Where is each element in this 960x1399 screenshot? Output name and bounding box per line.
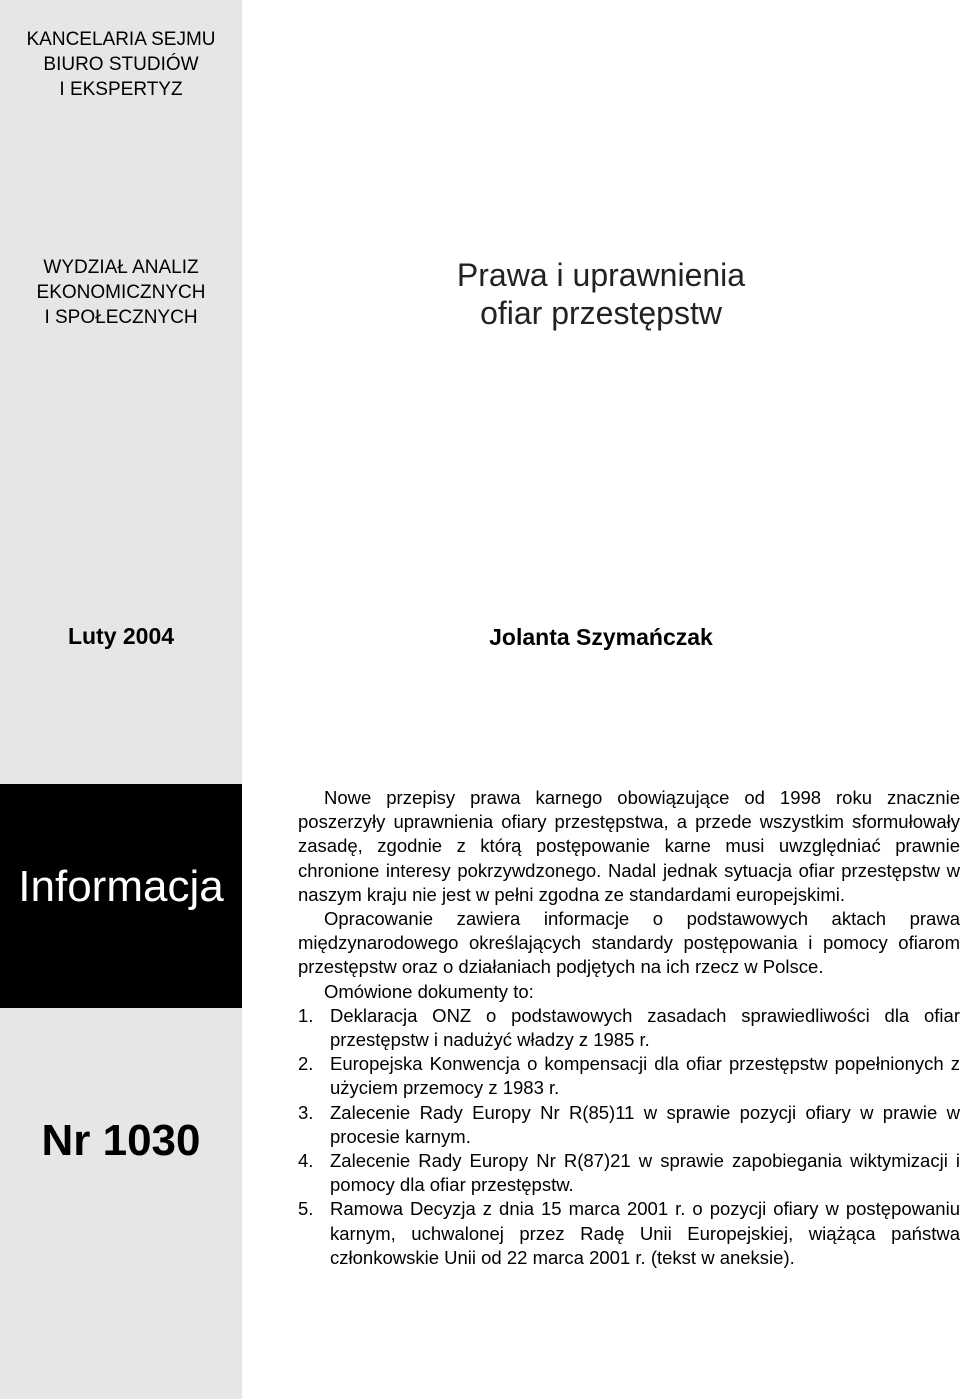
list-item-text: Ramowa Decyzja z dnia 15 marca 2001 r. o pozycji ofiary w postępowaniu karnym, uchwalonej przez Radę Unii Europejskiej, wiążąca państwa członkowskie Unii od 22 marca 2001 r. (tekst w aneksie). bbox=[330, 1198, 960, 1268]
list-item-text: Europejska Konwencja o kompensacji dla ofiar przestępstw popełnionych z użyciem przemocy z 1983 r. bbox=[330, 1053, 960, 1099]
department-line: I SPOŁECZNYCH bbox=[44, 307, 198, 328]
list-item-text: Zalecenie Rady Europy Nr R(87)21 w sprawie zapobiegania wiktymizacji i pomocy dla ofiar przestępstw. bbox=[330, 1150, 960, 1196]
office-header-line: BIURO STUDIÓW bbox=[43, 54, 199, 75]
publication-date: Luty 2004 bbox=[67, 623, 175, 649]
title-line: ofiar przestępstw bbox=[480, 295, 722, 331]
list-item-number: 5. bbox=[298, 1198, 314, 1220]
list-item bbox=[298, 1101, 960, 1149]
office-header-line: I EKSPERTYZ bbox=[59, 79, 183, 100]
issue-number: Nr 1030 bbox=[41, 1116, 201, 1165]
documents-list bbox=[298, 1004, 960, 1270]
author-name: Jolanta Szymańczak bbox=[489, 624, 713, 650]
documents-intro: Omówione dokumenty to: bbox=[324, 980, 534, 1002]
department-name bbox=[0, 255, 242, 330]
list-item-number: 4. bbox=[298, 1150, 314, 1172]
list-item bbox=[298, 1197, 960, 1270]
office-header bbox=[0, 27, 242, 102]
abstract-paragraph: Nowe przepisy prawa karnego obowiązujące od 1998 roku znacznie poszerzyły uprawnienia ofiary przestępstwa, a przede wszystkim sformułowały zasadę, zgodnie z którą postępowanie karne musi uwzględniać prawnie chronione interesy pokrzywdzonego. Nadal jednak sytuacja ofiar przestępstw w naszym kraju nie jest w pełni zgodna ze standardami europejskimi. bbox=[298, 787, 960, 905]
department-line: WYDZIAŁ ANALIZ bbox=[43, 257, 199, 278]
abstract bbox=[298, 786, 960, 1270]
title-line: Prawa i uprawnienia bbox=[456, 257, 746, 293]
department-line: EKONOMICZNYCH bbox=[36, 282, 206, 303]
list-item bbox=[298, 1149, 960, 1197]
info-label: Informacja bbox=[18, 862, 224, 911]
sidebar bbox=[0, 0, 242, 1399]
list-item-number: 1. bbox=[298, 1004, 314, 1026]
list-item-text: Zalecenie Rady Europy Nr R(85)11 w sprawie pozycji ofiary w prawie w procesie karnym. bbox=[330, 1101, 960, 1147]
list-item-number: 3. bbox=[298, 1101, 314, 1123]
office-header-line: KANCELARIA SEJMU bbox=[26, 29, 216, 50]
list-item bbox=[298, 1004, 960, 1052]
abstract-paragraph: Opracowanie zawiera informacje o podstawowych aktach prawa międzynarodowego określających standardy postępowania i pomocy ofiarom przestępstw oraz o działaniach podjętych na ich rzecz w Polsce. bbox=[298, 908, 960, 978]
list-item-number: 2. bbox=[298, 1053, 314, 1075]
document-title bbox=[242, 256, 960, 332]
list-item-text: Deklaracja ONZ o podstawowych zasadach sprawiedliwości dla ofiar przestępstw i nadużyć władzy z 1985 r. bbox=[330, 1004, 960, 1051]
list-item bbox=[298, 1052, 960, 1100]
